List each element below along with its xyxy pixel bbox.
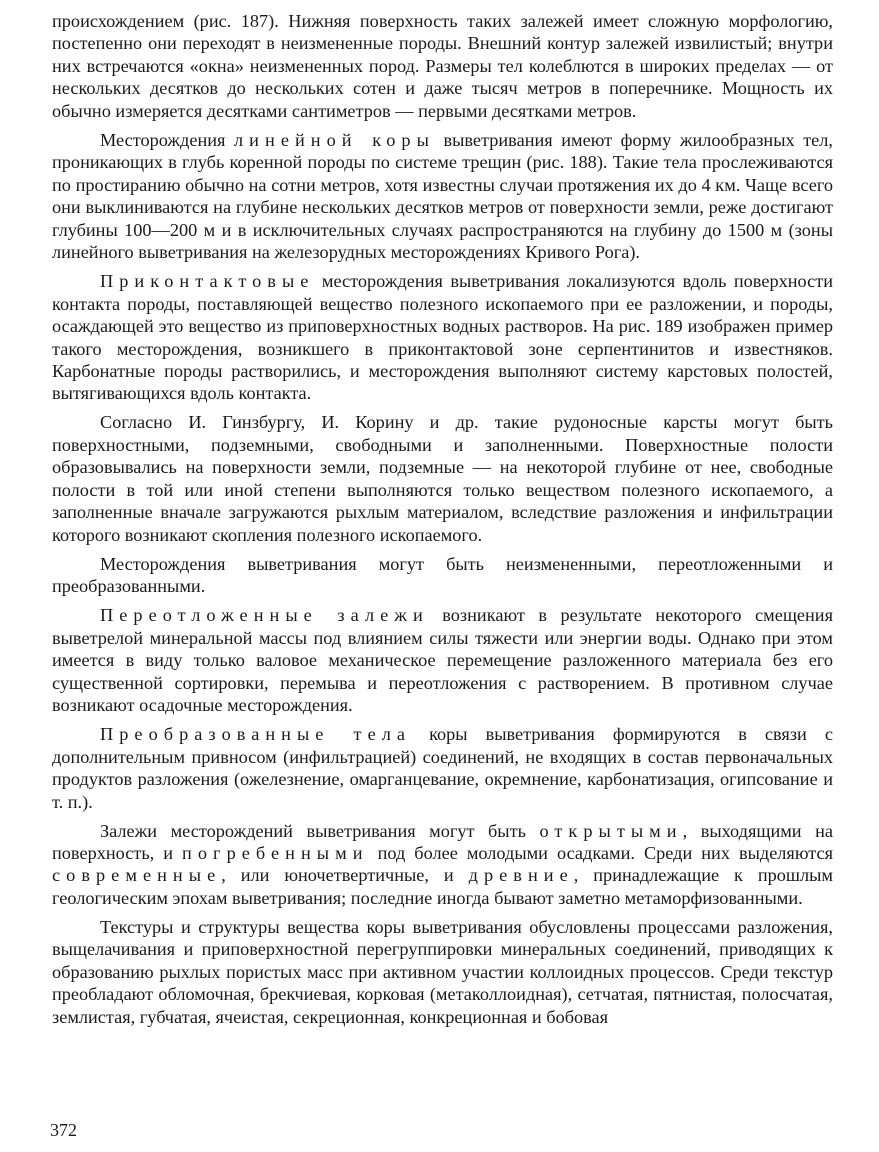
paragraph [52, 820, 833, 910]
paragraph-text: происхождением (рис. 187). Нижняя поверхность таких залежей имеет сложную морфологию, постепенно они переходят в неизмененные породы. Внешний контур залежей извилистый; внутри них встречаются «окна» неизмененных пород. Размеры тел колеблются в широких пределах — от нескольких десятков до нескольких сотен и даже тысяч метров в поперечнике. Мощность их обычно измеряется десятками сантиметров — первыми десятками метров. [52, 11, 833, 121]
paragraph [52, 916, 833, 1028]
spaced-term: открытыми [539, 820, 683, 841]
paragraph-text: Текстуры и структуры вещества коры выветривания обусловлены процессами разложения, выщелачивания и приповерхностной перегруппировки минеральных соединений, приводящих к образованию рыхлых пористых масс при активном участии коллоидных процессов. Среди текстур преобладают обломочная, брекчиевая, корковая (метаколлоидная), сетчатая, пятнистая, полосчатая, землистая, губчатая, ячеистая, секреционная, конкреционная и бобовая [52, 916, 833, 1027]
paragraph-text: , выходящими на поверхность, и [52, 820, 833, 864]
spaced-term: Приконтактовые [100, 271, 315, 292]
paragraph [52, 723, 833, 813]
paragraph-text: Залежи месторождений выветривания могут быть [100, 820, 540, 841]
spaced-term: Преобразованные тела [100, 724, 412, 745]
spaced-term: современные [52, 865, 222, 886]
paragraph-text: коры выветривания формируются в связи с дополнительным привносом (инфильтрацией) соединений, не входящих в состав первоначальных продуктов разложения (ожелезнение, омарганцевание, окремнение, карбонатизация, огипсование и т. п.). [52, 724, 833, 812]
paragraph-text: Месторождения [100, 129, 235, 150]
page-number: 372 [50, 1120, 77, 1140]
paragraph-text: Согласно И. Гинзбургу, И. Корину и др. такие рудоносные карсты могут быть поверхностными, подземными, свободными и заполненными. Поверхностные полости образовывались на поверхности земли, подземные — на некоторой глубине от нее, свободные полости в той или иной степени выполняются только веществом полезного ископаемого, а заполненные вначале загружаются рыхлым материалом, вследствие разложения и инфильтрации которого возникают скопления полезного ископаемого. [52, 412, 833, 545]
body-text [52, 10, 833, 1035]
spaced-term: погребенными [182, 843, 369, 864]
paragraph-text: месторождения выветривания локализуются вдоль поверхности контакта породы, поставляющей вещество полезного ископаемого при ее разложении, и породы, осаждающей это вещество из приповерхностных водных растворов. На рис. 189 изображен пример такого месторождения, возникшего в приконтактовой зоне серпентинитов и известняков. Карбонатные породы растворились, и месторождения выполняют систему карстовых полостей, вытягивающихся вдоль контакта. [52, 271, 833, 404]
paragraph-text: , принадлежащие к прошлым геологическим эпохам выветривания; последние иногда бывают заметно метаморфизованными. [52, 865, 833, 908]
paragraph [52, 10, 833, 122]
paragraph [52, 553, 833, 598]
paragraph [52, 270, 833, 405]
paragraph [52, 411, 833, 546]
spaced-term: древние [468, 865, 574, 886]
paragraph [52, 604, 833, 716]
paragraph-text: , или юночетвертичные, и [221, 865, 469, 886]
paragraph-text: выветривания имеют форму жилообразных тел, проникающих в глубь коренной породы по системе трещин (рис. 188). Такие тела прослеживаются по простиранию обычно на сотни метров, хотя известны случаи протяжения их до 4 км. Чаще всего они выклиниваются на глубине нескольких десятков метров от поверхности земли, реже достигают глубины 100—200 м и в исключительных случаях распространяются на глубину до 1500 м (зоны линейного выветривания на железорудных месторождениях Кривого Рога). [52, 129, 833, 263]
paragraph [52, 129, 833, 264]
paragraph-text: возникают в результате некоторого смещения выветрелой минеральной массы под влиянием силы тяжести или энергии воды. Однако при этом имеется в виду только валовое механическое перемещение разложенного материала без его существенной сортировки, перемыва и переотложения с растворением. В противном случае возникают осадочные месторождения. [52, 605, 833, 716]
spaced-term: линейной коры [234, 129, 435, 150]
paragraph-text: Месторождения выветривания могут быть неизмененными, переотложенными и преобразованными. [52, 553, 833, 597]
paragraph-text: под более молодыми осадками. Среди них выделяются [368, 843, 833, 864]
spaced-term: Переотложенные залежи [100, 605, 429, 626]
